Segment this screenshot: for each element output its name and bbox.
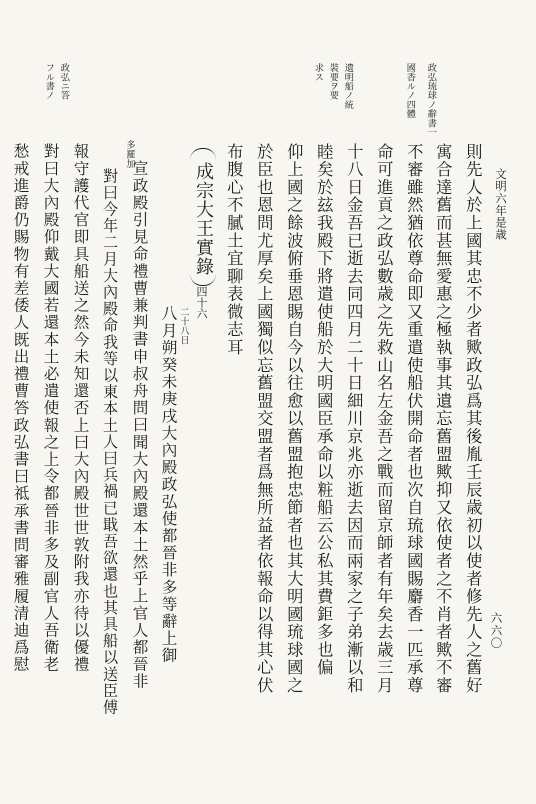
head-note-7: フル書ノ — [43, 63, 55, 100]
record-column-5: 對曰大內殿仰戴大國若還本土必遣使報之上令都晉非多及副官人吾衛老 — [41, 143, 60, 674]
record-column-2: 宣政殿引見命禮曹兼判書申叔舟問曰聞大內殿還本土然乎上官人都晉非 — [130, 160, 149, 691]
record-column-6: 愁戒進爵仍賜物有差倭人既出禮曹答政弘書曰祗承書問審雅履清迪爲慰 — [11, 143, 30, 674]
text-column-3: 不審雖然猶依尊命即又重遣使船伏開命者也次自琉球國賜麝香一匹承尊 — [404, 143, 424, 695]
text-column-6: 睦矣於玆我殿下將遣使船於大明國臣承命以粧船云公私其費鉅多也偏 — [314, 143, 334, 677]
text-column-2: 寓合達舊而甚無愛惠之極執事其遺忘舊盟歟抑又依使者之不肖者歟不審 — [433, 143, 453, 695]
head-note-1: 政弘琉球ノ辭書一 — [425, 63, 437, 137]
text-column-7: 仰上國之餘波俯垂恩賜自今以往愈以舊盟抱忠節者也其大明國琉球國之 — [284, 143, 304, 695]
inline-note: 多羅加 — [124, 140, 135, 169]
text-column-8: 於臣也恩問尤厚矣上國獨似忘舊盟交盟者爲無所益者依報命以得其心伏 — [254, 143, 274, 695]
head-note-4: 裝要ヲ要 — [327, 63, 339, 100]
record-column-3: 對曰今年二月大內殿命我等以東本土人曰兵禍已戢吾欲還也其具船以送臣傅 — [101, 168, 120, 716]
head-note-2: 國香ルノ四體 — [404, 63, 416, 119]
text-column-4: 命可進貢之政弘數歳之先救山名左金吾之戰而留京師者有年矣去歳三月 — [374, 143, 394, 695]
record-column-4: 報守護代官即具船送之然今未知還否上曰大內殿世世敦附我亦待以優禮 — [71, 143, 90, 674]
text-column-1: 則先人於上國其忠不少者歟政弘爲其後胤壬辰歳初以使者修先人之舊好 — [463, 143, 483, 695]
record-reference: 四十六 — [195, 286, 208, 319]
text-column-5: 十八日金吾已逝去同四月二十日細川京兆亦逝去因而兩家之子弟漸以和 — [344, 143, 364, 695]
head-note-5: 求ス — [312, 63, 324, 82]
head-note-3: 遺明船ノ統 — [342, 63, 354, 109]
record-title-box: 成宗大王實錄 — [190, 148, 216, 286]
running-header-title: 文明六年是歳 — [494, 168, 508, 241]
page-number: 六六〇 — [489, 612, 504, 650]
head-note-6: 政弘ニ答 — [58, 63, 70, 100]
date-note: 二十八日 — [178, 307, 189, 345]
record-column-1: 八月朔癸未庚戌大內殿政弘使都晉非多等辭上御 — [159, 305, 178, 665]
text-column-9: 布腹心不膩土宜聊表微志耳 — [224, 143, 244, 357]
